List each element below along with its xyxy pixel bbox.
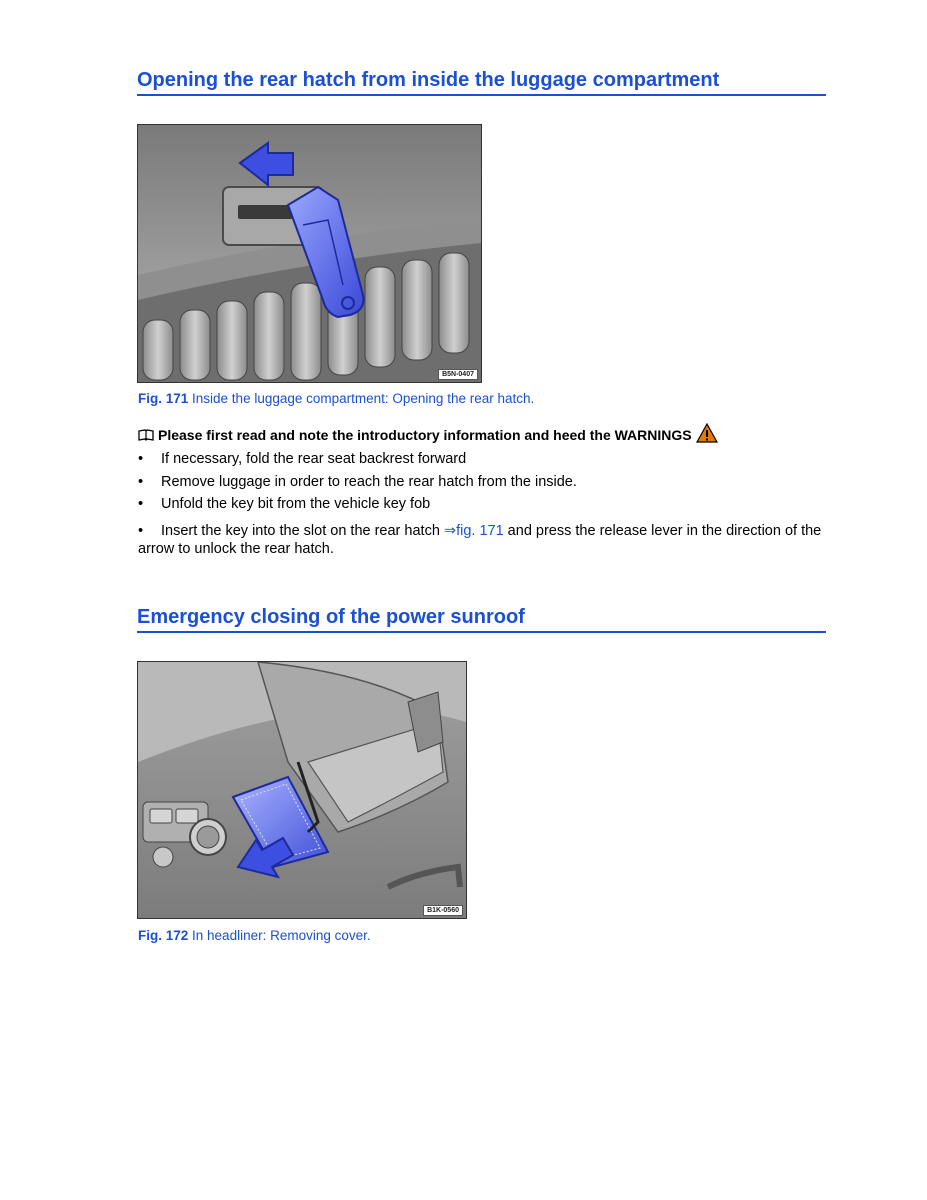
figure-171-caption: [138, 391, 534, 407]
caption-label: Fig. 172: [138, 928, 189, 943]
section-title-sunroof: Emergency closing of the power sunroof: [137, 605, 826, 633]
bullet-icon: •: [138, 523, 144, 539]
figure-172-image: [137, 661, 467, 919]
headliner-illustration: [138, 662, 466, 918]
section-title-rear-hatch: Opening the rear hatch from inside the luggage compartment: [137, 68, 826, 96]
list-item-insert-key: [138, 522, 828, 558]
instruction-list: [138, 450, 828, 513]
list-item: [138, 495, 828, 513]
list-item-text: Insert the key into the slot on the rear hatch: [161, 523, 444, 539]
list-item-text: If necessary, fold the rear seat backrest forward: [161, 451, 467, 467]
warning-icon[interactable]: [696, 423, 718, 443]
list-item-text-continued: and press the release lever in the direction of the arrow to unlock the rear hatch.: [138, 523, 822, 557]
luggage-compartment-illustration: [138, 125, 481, 382]
fig-171-link[interactable]: fig. 171: [456, 523, 504, 539]
figure-code: B1K-0560: [423, 905, 463, 916]
caption-label: Fig. 171: [138, 391, 189, 406]
note-text: Please first read and note the introductory information and heed the WARNINGS: [158, 427, 692, 443]
list-item: [138, 450, 828, 468]
caption-text: In headliner: Removing cover.: [188, 928, 371, 943]
figure-172-caption: [138, 928, 371, 944]
list-item-text: Remove luggage in order to reach the rear hatch from the inside.: [161, 473, 577, 490]
figure-171-image: [137, 124, 482, 383]
bullet-icon: •: [138, 473, 144, 490]
bullet-icon: •: [138, 496, 144, 512]
figure-code: B5N-0407: [438, 369, 478, 380]
list-item-text: Unfold the key bit from the vehicle key fob: [161, 496, 431, 512]
list-item: [138, 473, 828, 491]
bullet-icon: •: [138, 451, 144, 467]
xref-arrow: ⇒: [443, 523, 457, 539]
warning-note: [138, 423, 718, 444]
caption-text: Inside the luggage compartment: Opening the rear hatch.: [188, 391, 535, 406]
book-icon: [138, 429, 154, 441]
